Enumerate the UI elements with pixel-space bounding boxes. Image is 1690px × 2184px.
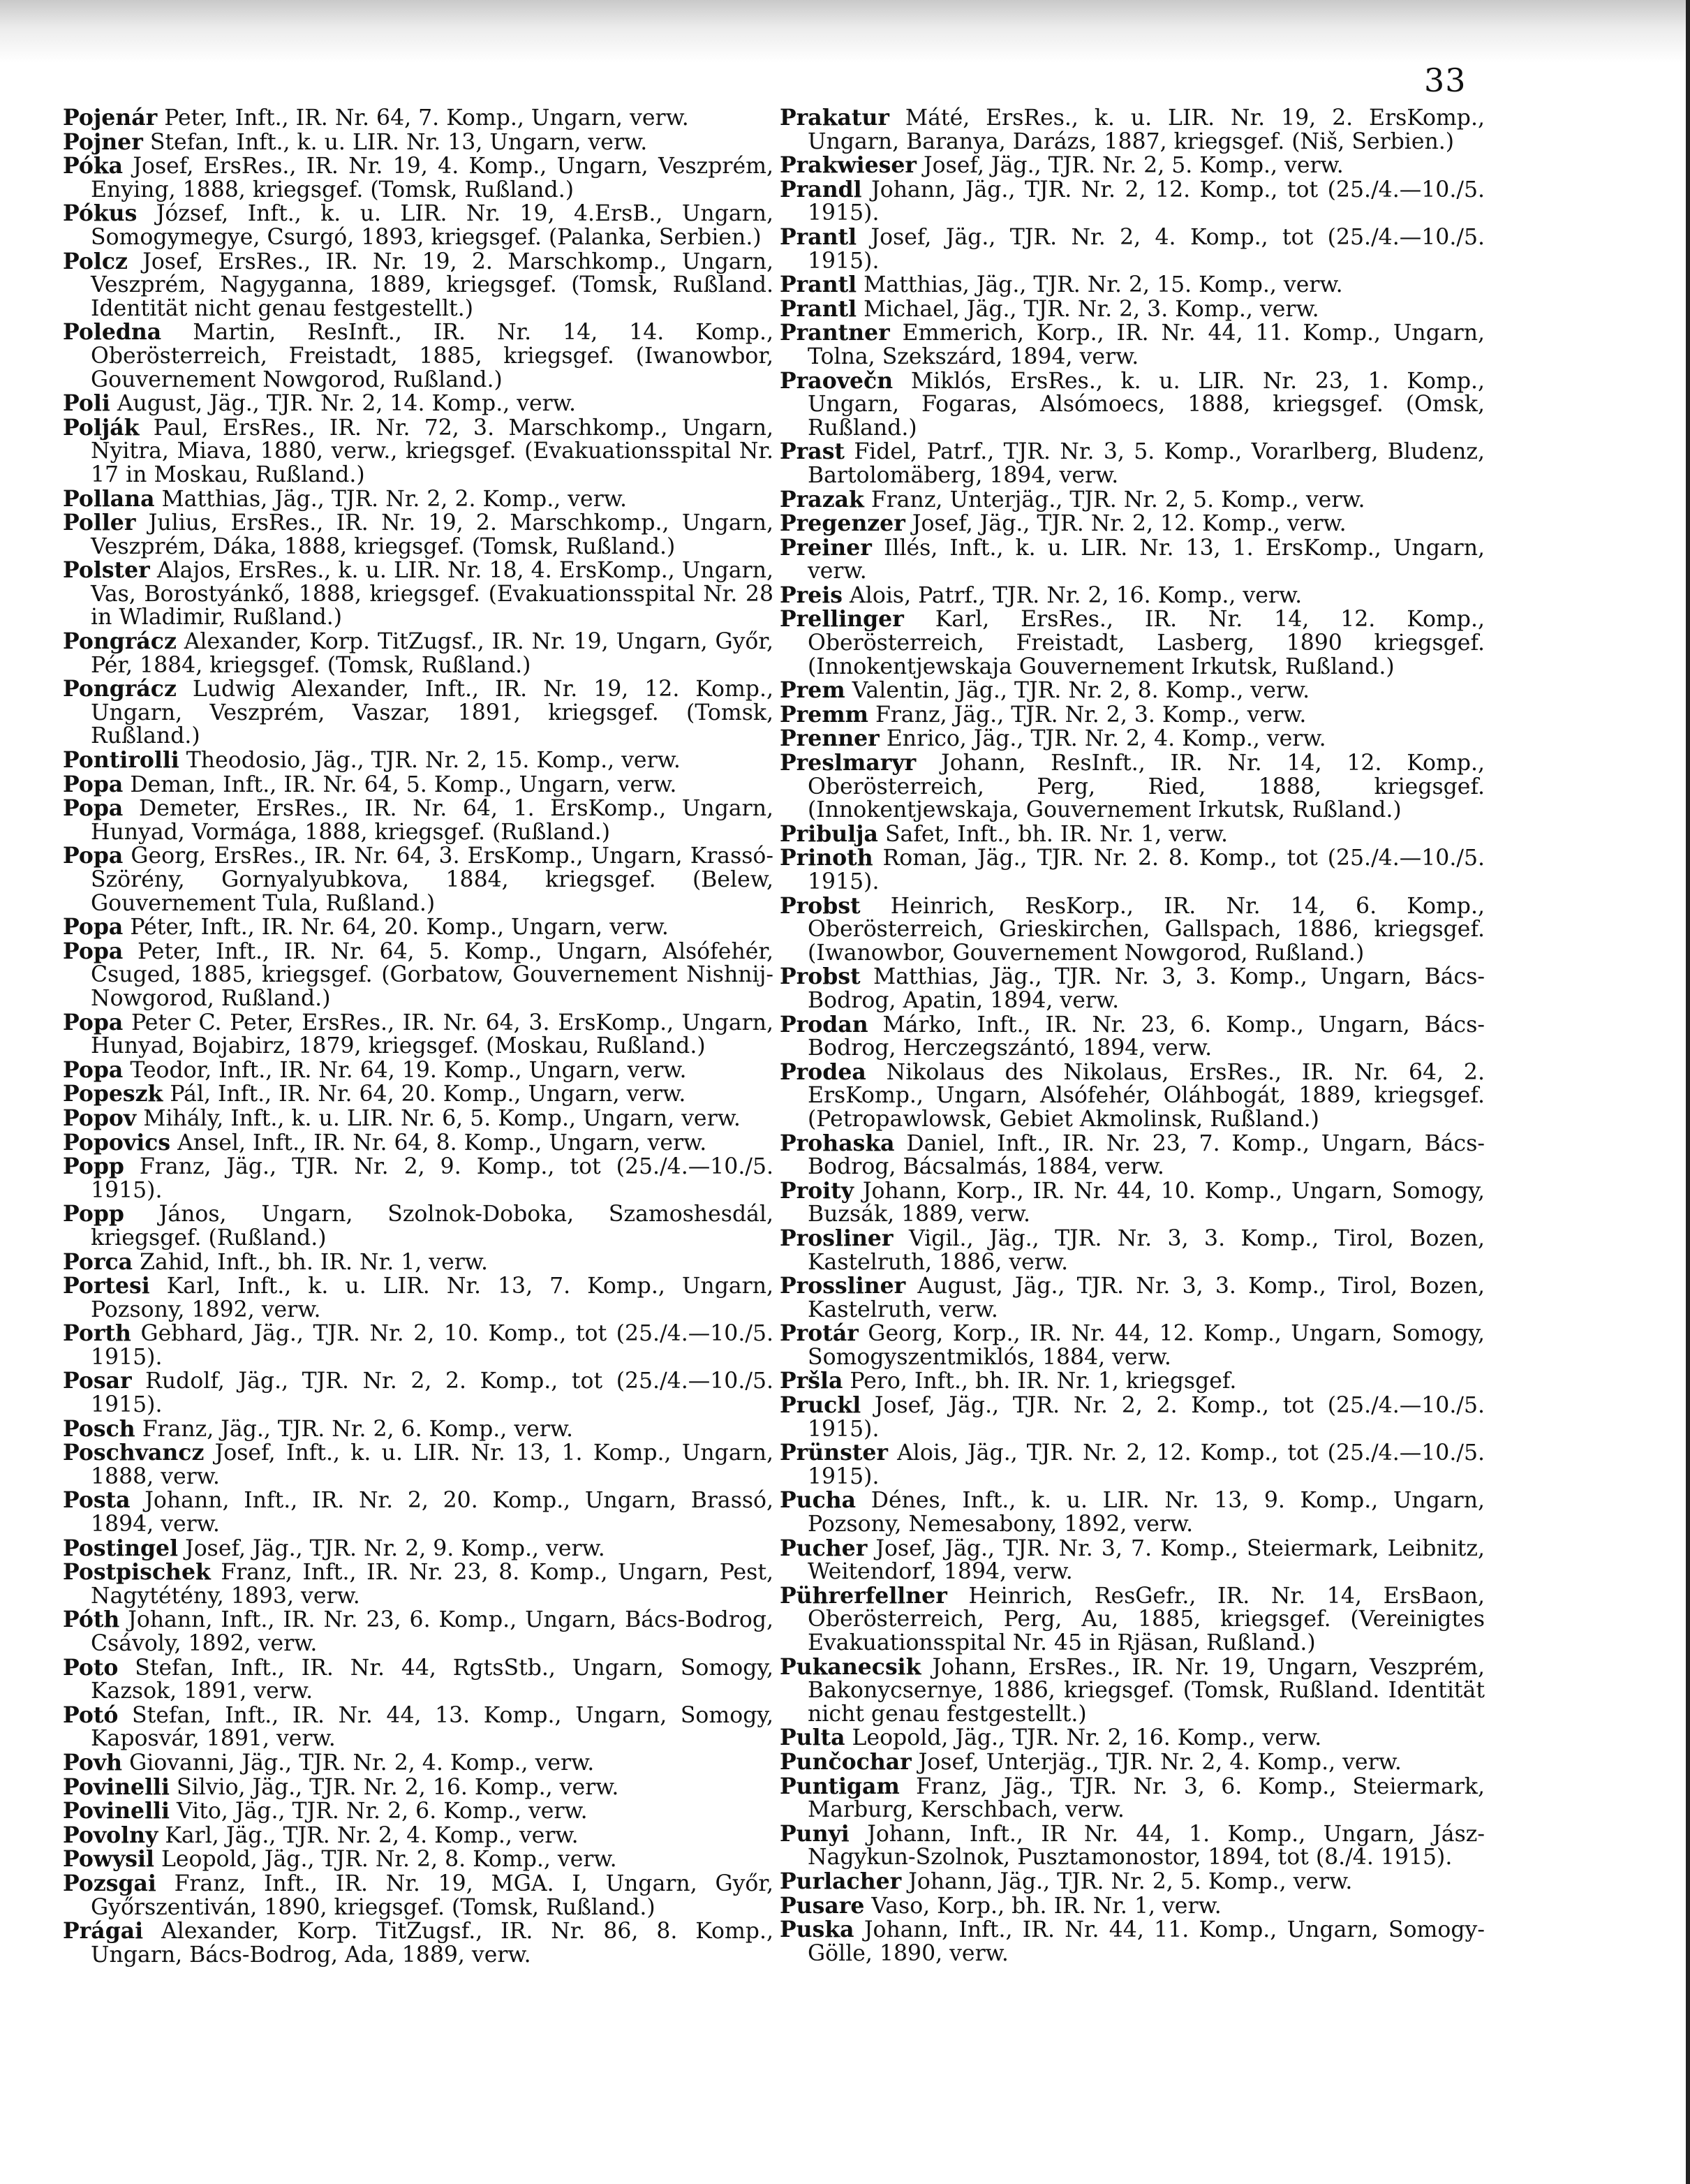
entry-surname: Prohaska: [780, 1130, 895, 1156]
entry-surname: Popovics: [63, 1129, 171, 1156]
entry-details: Peter, Inft., IR. Nr. 64, 5. Komp., Ungarn, Alsófehér, Csuged, 1885, kriegsgef. (Gorbatow, Gouvernement Nishnij-Nowgorod, Rußland.): [91, 938, 773, 1011]
entry-surname: Potó: [63, 1702, 119, 1728]
entry-surname: Postingel: [63, 1535, 179, 1561]
entry-surname: Preslmaryr: [780, 750, 917, 776]
entry-surname: Porth: [63, 1320, 131, 1347]
entry-surname: Porca: [63, 1248, 133, 1275]
scan-right-edge: [1686, 0, 1690, 2184]
entry-surname: Popp: [63, 1153, 124, 1180]
list-entry: [63, 677, 773, 748]
entry-details: Josef, Jäg., TJR. Nr. 2, 5. Komp., verw.: [924, 153, 1344, 179]
list-entry: [63, 320, 773, 392]
entry-details: Karl, Inft., k. u. LIR. Nr. 13, 7. Komp., Ungarn, Pozsony, 1892, verw.: [91, 1274, 774, 1322]
entry-details: Martin, ResInft., IR. Nr. 14, 14. Komp., Oberösterreich, Freistadt, 1885, kriegsgef. (Iwanowbor, Gouvernement Nowgorod, Rußland.): [91, 320, 773, 392]
entry-details: Johann, Korp., IR. Nr. 44, 10. Komp., Ungarn, Somogy, Buzsák, 1889, verw.: [808, 1178, 1485, 1227]
list-entry: [780, 1394, 1485, 1441]
list-entry: [63, 748, 773, 773]
list-entry: [780, 1726, 1485, 1750]
entry-surname: Prakatur: [780, 105, 889, 131]
list-entry: [780, 1441, 1485, 1489]
list-entry: [780, 488, 1485, 512]
entry-surname: Pókus: [63, 200, 138, 227]
entry-surname: Prakwieser: [780, 152, 917, 179]
list-entry: [63, 1107, 773, 1131]
list-entry: [780, 369, 1485, 441]
entry-details: Johann, Inft., IR. Nr. 2, 20. Komp., Ungarn, Brassó, 1894, verw.: [91, 1488, 774, 1537]
entry-surname: Prandl: [780, 176, 862, 202]
list-entry: [780, 1274, 1485, 1322]
entry-surname: Pollana: [63, 485, 155, 512]
entry-surname: Polcz: [63, 248, 128, 274]
list-entry: [780, 1369, 1485, 1394]
list-entry: [63, 1824, 773, 1848]
entry-details: Márko, Inft., IR. Nr. 23, 6. Komp., Ungarn, Bács-Bodrog, Herczegszántó, 1894, verw.: [808, 1012, 1485, 1061]
entry-surname: Powysil: [63, 1846, 154, 1873]
list-entry: [780, 679, 1485, 703]
entry-surname: Povinelli: [63, 1773, 170, 1800]
entry-surname: Prodea: [780, 1058, 866, 1085]
entry-details: Karl, Jäg., TJR. Nr. 2, 4. Komp., verw.: [165, 1822, 579, 1848]
list-entry: [63, 797, 773, 844]
entry-surname: Povolny: [63, 1822, 158, 1848]
entry-surname: Poledna: [63, 319, 162, 346]
entry-details: Stefan, Inft., IR. Nr. 44, 13. Komp., Ungarn, Somogy, Kaposvár, 1891, verw.: [91, 1702, 773, 1752]
list-entry: [63, 915, 773, 940]
list-entry: [63, 1058, 773, 1083]
list-entry: [63, 1919, 773, 1967]
page-number: 33: [1424, 61, 1467, 99]
entry-details: Leopold, Jäg., TJR. Nr. 2, 16. Komp., verw.: [852, 1725, 1322, 1751]
list-entry: [63, 1773, 773, 1800]
entry-details: Josef, Jäg., TJR. Nr. 2, 2. Komp., tot (25./4.—10./5. 1915).: [808, 1393, 1485, 1442]
entry-surname: Purlacher: [780, 1868, 902, 1894]
list-entry: [780, 273, 1485, 297]
entry-surname: Popp: [63, 1201, 124, 1227]
list-entry: [63, 1011, 773, 1058]
entry-details: Michael, Jäg., TJR. Nr. 2, 3. Komp., verw.: [863, 296, 1319, 322]
entry-surname: Póka: [63, 153, 124, 179]
entry-surname: Polják: [63, 414, 140, 441]
list-entry: [63, 154, 773, 202]
entry-details: Nikolaus des Nikolaus, ErsRes., IR. Nr. 64, 2. ErsKomp., Ungarn, Alsófehér, Oláhbogát, 1889, kriegsgef. (Petropawlowsk, Gebiet Akmolinsk, Rußland.): [808, 1059, 1485, 1132]
entry-details: Demeter, ErsRes., IR. Nr. 64, 1. ErsKomp., Ungarn, Hunyad, Vormága, 1888, kriegsgef. (Rußland.): [91, 796, 773, 845]
entry-details: Miklós, ErsRes., k. u. LIR. Nr. 23, 1. Komp., Ungarn, Fogaras, Alsómoecs, 1888, kriegsgef. (Omsk, Rußland.): [808, 368, 1485, 441]
entry-surname: Posar: [63, 1368, 132, 1394]
entry-surname: Pusare: [780, 1892, 865, 1919]
entry-surname: Pongrácz: [63, 676, 177, 702]
entry-details: Josef, ErsRes., IR. Nr. 19, 2. Marschkomp., Ungarn, Veszprém, Nagyganna, 1889, kriegsgef. (Tomsk, Rußland. Identität nicht genau festgestellt.): [91, 249, 773, 321]
entry-surname: Premm: [780, 701, 868, 728]
entry-surname: Pršla: [780, 1368, 843, 1394]
entry-details: Franz, Unterjäg., TJR. Nr. 2, 5. Komp., verw.: [870, 487, 1365, 512]
entry-details: Teodor, Inft., IR. Nr. 64, 19. Komp., Ungarn, verw.: [130, 1057, 687, 1083]
entry-details: Rudolf, Jäg., TJR. Nr. 2, 2. Komp., tot (25./4.—10./5. 1915).: [91, 1368, 774, 1418]
entry-surname: Prenner: [780, 725, 880, 752]
entry-surname: Popa: [63, 1056, 124, 1083]
list-entry: [780, 154, 1485, 178]
entry-surname: Popov: [63, 1105, 137, 1131]
list-entry: [780, 751, 1485, 822]
entry-surname: Prellinger: [780, 606, 904, 633]
list-entry: [63, 1369, 773, 1417]
list-entry: [780, 822, 1485, 847]
entry-details: August, Jäg., TJR. Nr. 2, 14. Komp., verw.: [117, 391, 576, 417]
entry-details: Valentin, Jäg., TJR. Nr. 2, 8. Komp., verw.: [852, 678, 1310, 704]
list-entry: [780, 1132, 1485, 1179]
entry-surname: Pongrácz: [63, 628, 177, 655]
list-entry: [63, 1751, 773, 1776]
entry-surname: Poller: [63, 510, 136, 536]
list-entry: [780, 297, 1485, 322]
entry-details: Johann, Inft., IR. Nr. 44, 11. Komp., Ungarn, Somogy-Gölle, 1890, verw.: [808, 1917, 1485, 1966]
entry-details: Vito, Jäg., TJR. Nr. 2, 6. Komp., verw.: [176, 1799, 588, 1824]
entry-surname: Probst: [780, 964, 861, 990]
entry-details: Franz, Jäg., TJR. Nr. 2, 9. Komp., tot (25./4.—10./5. 1915).: [91, 1154, 774, 1203]
list-entry: [780, 223, 1485, 274]
entry-details: Péter, Inft., IR. Nr. 64, 20. Komp., Ungarn, verw.: [130, 915, 669, 940]
list-entry: [780, 965, 1485, 1012]
entry-surname: Puska: [780, 1917, 854, 1943]
entry-details: Máté, ErsRes., k. u. LIR. Nr. 19, 2. ErsKomp., Ungarn, Baranya, Darázs, 1887, kriegsgef. (Niš, Serbien.): [808, 105, 1485, 154]
entry-details: Georg, ErsRes., IR. Nr. 64, 3. ErsKomp., Ungarn, Krassó-Szörény, Gornyalyubkova, 1884, kriegsgef. (Belew, Gouvernement Tula, Rußland.): [91, 843, 774, 916]
entry-details: Deman, Inft., IR. Nr. 64, 5. Komp., Ungarn, verw.: [130, 772, 677, 797]
entry-surname: Preiner: [780, 534, 872, 561]
list-entry: [63, 1799, 773, 1824]
list-entry: [63, 1155, 773, 1202]
list-entry: [780, 1584, 1485, 1655]
list-entry: [780, 584, 1485, 608]
entry-details: Dénes, Inft., k. u. LIR. Nr. 13, 9. Komp., Ungarn, Pozsony, Nemesabony, 1892, verw.: [808, 1488, 1485, 1537]
entry-surname: Prazak: [780, 486, 864, 512]
entry-surname: Protár: [780, 1320, 859, 1347]
entry-details: Alois, Jäg., TJR. Nr. 2, 12. Komp., tot (25./4.—10./5. 1915).: [808, 1440, 1485, 1489]
entry-surname: Popa: [63, 938, 124, 964]
list-entry: [63, 1441, 773, 1489]
entry-surname: Prast: [780, 438, 845, 465]
list-entry: [63, 202, 773, 249]
entry-surname: Popa: [63, 1009, 124, 1035]
entry-details: Peter, Inft., IR. Nr. 64, 7. Komp., Ungarn, verw.: [164, 105, 689, 131]
entry-surname: Proity: [780, 1177, 854, 1204]
list-entry: [780, 1655, 1485, 1727]
entry-surname: Portesi: [63, 1273, 150, 1299]
entry-details: Josef, Jäg., TJR. Nr. 2, 4. Komp., tot (25./4.—10./5. 1915).: [808, 224, 1485, 274]
list-entry: [780, 894, 1485, 966]
list-entry: [780, 607, 1485, 679]
entry-details: Matthias, Jäg., TJR. Nr. 2, 2. Komp., verw.: [161, 486, 627, 512]
list-entry: [780, 1489, 1485, 1536]
list-entry: [780, 1058, 1485, 1132]
entry-details: Illés, Inft., k. u. LIR. Nr. 13, 1. ErsKomp., Ungarn, verw.: [808, 535, 1485, 584]
list-entry: [63, 1202, 773, 1250]
entry-surname: Punyi: [780, 1820, 850, 1847]
entry-details: Franz, Jäg., TJR. Nr. 3, 6. Komp., Steiermark, Marburg, Kerschbach, verw.: [808, 1773, 1485, 1823]
entry-details: Karl, ErsRes., IR. Nr. 14, 12. Komp., Oberösterreich, Freistadt, Lasberg, 1890 kriegsgef. (Innokentjewskaja Gouvernement Irkutsk, Rußland.): [808, 607, 1485, 679]
entry-details: Ludwig Alexander, Inft., IR. Nr. 19, 12. Komp., Ungarn, Veszprém, Vaszar, 1891, kriegsgef. (Tomsk, Rußland.): [91, 677, 774, 749]
entry-surname: Prantl: [780, 295, 857, 322]
list-entry: [780, 536, 1485, 584]
list-entry: [780, 1822, 1485, 1870]
entry-details: Johann, ResInft., IR. Nr. 14, 12. Komp., Oberösterreich, Perg, Ried, 1888, kriegsgef. (Innokentjewskaja, Gouvernement Irkutsk, Rußland.): [808, 751, 1485, 823]
entry-surname: Prünster: [780, 1440, 889, 1466]
entry-surname: Poschvancz: [63, 1440, 205, 1466]
entry-surname: Pozsgai: [63, 1870, 156, 1896]
list-entry: [780, 1894, 1485, 1919]
entry-details: Alexander, Korp. TitZugsf., IR. Nr. 19, Ungarn, Győr, Pér, 1884, kriegsgef. (Tomsk, Rußland.): [91, 629, 773, 678]
list-entry: [63, 1131, 773, 1156]
entry-details: Josef, ErsRes., IR. Nr. 19, 4. Komp., Ungarn, Veszprém, Enying, 1888, kriegsgef. (Tomsk, Rußland.): [91, 154, 774, 202]
entry-surname: Punčochar: [780, 1748, 912, 1775]
entry-surname: Pukanecsik: [780, 1653, 921, 1680]
entry-surname: Pührerfellner: [780, 1582, 947, 1609]
entry-details: Stefan, Inft., k. u. LIR. Nr. 13, Ungarn, verw.: [149, 129, 648, 155]
entry-details: Johann, Jäg., TJR. Nr. 2, 12. Komp., tot (25./4.—10./5. 1915).: [808, 177, 1485, 226]
entry-surname: Prantl: [780, 272, 857, 298]
right-column: [780, 106, 1485, 1965]
entry-surname: Popa: [63, 843, 124, 869]
list-entry: [780, 1775, 1485, 1822]
entry-details: Johann, Inft., IR Nr. 44, 1. Komp., Ungarn, Jász-Nagykun-Szolnok, Pusztamonostor, 1894, tot (8./4. 1915).: [808, 1821, 1485, 1871]
entry-details: Josef, Jäg., TJR. Nr. 2, 12. Komp., verw.: [912, 511, 1347, 537]
entry-surname: Praovečn: [780, 367, 894, 394]
list-entry: [63, 844, 773, 915]
entry-details: Alexander, Korp. TitZugsf., IR. Nr. 86, 8. Komp., Ungarn, Bács-Bodrog, Ada, 1889, verw.: [91, 1919, 773, 1968]
entry-surname: Popa: [63, 771, 124, 797]
list-entry: [63, 559, 773, 630]
entry-surname: Prantner: [780, 320, 890, 346]
entry-details: Silvio, Jäg., TJR. Nr. 2, 16. Komp., verw.: [176, 1774, 619, 1800]
entry-surname: Postpischek: [63, 1559, 211, 1586]
entry-details: Daniel, Inft., IR. Nr. 23, 7. Komp., Ungarn, Bács-Bodrog, Bácsalmás, 1884, verw.: [808, 1130, 1485, 1180]
list-entry: [780, 178, 1485, 226]
entry-details: Emmerich, Korp., IR. Nr. 44, 11. Komp., Ungarn, Tolna, Szekszárd, 1894, verw.: [808, 320, 1485, 369]
list-entry: [780, 1179, 1485, 1227]
list-entry: [63, 106, 773, 131]
scan-top-shading: [0, 0, 1690, 63]
entry-surname: Popeszk: [63, 1081, 163, 1107]
list-entry: [63, 511, 773, 559]
list-entry: [63, 1537, 773, 1561]
entry-surname: Preis: [780, 582, 843, 608]
entry-details: Gebhard, Jäg., TJR. Nr. 2, 10. Komp., tot (25./4.—10./5. 1915).: [91, 1321, 773, 1370]
entry-details: Alajos, ErsRes., k. u. LIR. Nr. 18, 4. ErsKomp., Ungarn, Vas, Borostyánkő, 1888, kriegsgef. (Evakuationsspital Nr. 28 in Wladimir, Rußland.): [91, 558, 773, 630]
list-entry: [63, 1322, 773, 1369]
entry-details: Enrico, Jäg., TJR. Nr. 2, 4. Komp., verw.: [886, 726, 1326, 752]
list-entry: [63, 1250, 773, 1275]
entry-surname: Popa: [63, 914, 124, 940]
list-entry: [63, 1489, 773, 1536]
list-entry: [780, 440, 1485, 487]
entry-details: Heinrich, ResGefr., IR. Nr. 14, ErsBaon, Oberösterreich, Perg, Au, 1885, kriegsgef. (Vereinigtes Evakuationsspital Nr. 45 in Rjäsan, Rußland.): [808, 1583, 1485, 1655]
entry-surname: Pojenár: [63, 105, 158, 131]
list-entry: [63, 1082, 773, 1107]
entry-details: Georg, Korp., IR. Nr. 44, 12. Komp., Ungarn, Somogy, Somogyszentmiklós, 1884, verw.: [808, 1321, 1485, 1370]
entry-surname: Pregenzer: [780, 510, 905, 537]
entry-surname: Prem: [780, 677, 845, 704]
entry-details: Franz, Jäg., TJR. Nr. 2, 6. Komp., verw.: [142, 1416, 574, 1442]
entry-details: Safet, Inft., bh. IR. Nr. 1, verw.: [884, 821, 1229, 847]
list-entry: [63, 416, 773, 487]
list-entry: [63, 1872, 773, 1919]
list-entry: [780, 1750, 1485, 1775]
entry-details: Julius, ErsRes., IR. Nr. 19, 2. Marschkomp., Ungarn, Veszprém, Dáka, 1888, kriegsgef. (Tomsk, Rußland.): [91, 510, 773, 559]
entry-surname: Popa: [63, 795, 124, 822]
entry-details: Peter C. Peter, ErsRes., IR. Nr. 64, 3. ErsKomp., Ungarn, Hunyad, Bojabirz, 1879, kriegsgef. (Moskau, Rußland.): [91, 1010, 773, 1059]
list-entry: [63, 128, 773, 155]
entry-details: János, Ungarn, Szolnok-Doboka, Szamoshesdál, kriegsgef. (Rußland.): [91, 1202, 774, 1250]
entry-details: Ansel, Inft., IR. Nr. 64, 8. Komp., Ungarn, verw.: [177, 1130, 707, 1156]
entry-details: Stefan, Inft., IR. Nr. 44, RgtsStb., Ungarn, Somogy, Kazsok, 1891, verw.: [91, 1655, 773, 1704]
list-entry: [63, 1417, 773, 1442]
entry-details: Josef, Jäg., TJR. Nr. 2, 9. Komp., verw.: [185, 1535, 605, 1561]
entry-surname: Posta: [63, 1487, 131, 1514]
entry-details: Franz, Inft., IR. Nr. 19, MGA. I, Ungarn, Győr, Győrszentiván, 1890, kriegsgef. (Tomsk, Rußland.): [91, 1871, 773, 1920]
entry-surname: Pruckl: [780, 1392, 861, 1419]
entry-details: Leopold, Jäg., TJR. Nr. 2, 8. Komp., verw.: [161, 1847, 617, 1873]
entry-details: Pero, Inft., bh. IR. Nr. 1, kriegsgef.: [850, 1368, 1237, 1394]
list-entry: [63, 1704, 773, 1751]
entry-details: Johann, Inft., IR. Nr. 23, 6. Komp., Ungarn, Bács-Bodrog, Csávoly, 1892, verw.: [91, 1607, 774, 1656]
entry-details: Zahid, Inft., bh. IR. Nr. 1, verw.: [140, 1249, 489, 1275]
entry-details: Fidel, Patrf., TJR. Nr. 3, 5. Komp., Vorarlberg, Bludenz, Bartolomäberg, 1894, verw.: [808, 439, 1485, 488]
entry-surname: Povh: [63, 1749, 123, 1776]
entry-surname: Polster: [63, 557, 150, 584]
list-entry: [780, 846, 1485, 894]
entry-surname: Prodan: [780, 1011, 868, 1038]
list-entry: [63, 1847, 773, 1872]
entry-details: Johann, Jäg., TJR. Nr. 2, 5. Komp., verw.: [908, 1868, 1353, 1894]
entry-surname: Pucher: [780, 1535, 868, 1561]
list-entry: [63, 250, 773, 321]
list-entry: [780, 703, 1485, 728]
entry-details: Johann, ErsRes., IR. Nr. 19, Ungarn, Veszprém, Bakonycsernye, 1886, kriegsgef. (Tomsk, Rußland. Identität nicht genau festgestellt.): [808, 1654, 1485, 1727]
entry-details: Matthias, Jäg., TJR. Nr. 3, 3. Komp., Ungarn, Bács-Bodrog, Apatin, 1894, verw.: [808, 964, 1485, 1013]
entry-surname: Pribulja: [780, 820, 878, 847]
entry-details: Josef, Jäg., TJR. Nr. 3, 7. Komp., Steiermark, Leibnitz, Weitendorf, 1894, verw.: [808, 1535, 1485, 1585]
list-entry: [780, 1537, 1485, 1584]
entry-surname: Póth: [63, 1607, 120, 1633]
entry-surname: Probst: [780, 892, 861, 919]
list-entry: [780, 1013, 1485, 1061]
entry-details: Alois, Patrf., TJR. Nr. 2, 16. Komp., verw.: [850, 582, 1303, 608]
entry-surname: Pulta: [780, 1725, 845, 1751]
entry-details: Mihály, Inft., k. u. LIR. Nr. 6, 5. Komp., Ungarn, verw.: [143, 1105, 741, 1131]
list-entry: [780, 1322, 1485, 1369]
entry-details: Matthias, Jäg., TJR. Nr. 2, 15. Komp., verw.: [863, 272, 1343, 298]
entry-details: August, Jäg., TJR. Nr. 3, 3. Komp., Tirol, Bozen, Kastelruth, verw.: [808, 1274, 1485, 1322]
list-entry: [63, 940, 773, 1011]
list-entry: [780, 727, 1485, 751]
entry-details: Heinrich, ResKorp., IR. Nr. 14, 6. Komp., Oberösterreich, Grieskirchen, Gallspach, 1886, kriegsgef. (Iwanowbor, Gouvernement Nowgorod, Rußland.): [808, 893, 1485, 966]
entry-surname: Puntigam: [780, 1773, 900, 1799]
list-entry: [63, 487, 773, 512]
entry-surname: Poli: [63, 390, 110, 417]
entry-details: József, Inft., k. u. LIR. Nr. 19, 4.ErsB., Ungarn, Somogymegye, Csurgó, 1893, kriegsgef. (Palanka, Serbien.): [91, 201, 773, 250]
entry-surname: Prosliner: [780, 1225, 894, 1251]
entry-surname: Prinoth: [780, 845, 873, 871]
entry-details: Paul, ErsRes., IR. Nr. 72, 3. Marschkomp., Ungarn, Nyitra, Miava, 1880, verw., kriegsgef. (Evakuationsspital Nr. 17 in Moskau, Rußland.): [91, 415, 773, 487]
list-entry: [780, 1870, 1485, 1894]
entry-details: Franz, Jäg., TJR. Nr. 2, 3. Komp., verw.: [875, 702, 1307, 728]
list-entry: [63, 1608, 773, 1655]
entry-details: Pál, Inft., IR. Nr. 64, 20. Komp., Ungarn, verw.: [170, 1082, 686, 1107]
entry-surname: Poto: [63, 1654, 119, 1681]
entry-surname: Prantl: [780, 223, 857, 250]
entry-surname: Pucha: [780, 1487, 857, 1514]
list-entry: [63, 1560, 773, 1608]
entry-surname: Povinelli: [63, 1798, 170, 1824]
list-entry: [780, 321, 1485, 369]
entry-details: Roman, Jäg., TJR. Nr. 2. 8. Komp., tot (25./4.—10./5. 1915).: [808, 846, 1485, 894]
list-entry: [780, 1918, 1485, 1965]
list-entry: [780, 1227, 1485, 1274]
entry-details: Josef, Unterjäg., TJR. Nr. 2, 4. Komp., verw.: [918, 1749, 1402, 1775]
entry-surname: Prágai: [63, 1918, 144, 1945]
list-entry: [63, 1656, 773, 1704]
list-entry: [63, 1274, 773, 1322]
entry-details: Theodosio, Jäg., TJR. Nr. 2, 15. Komp., verw.: [186, 748, 681, 774]
list-entry: [780, 512, 1485, 536]
list-entry: [63, 630, 773, 677]
entry-details: Vigil., Jäg., TJR. Nr. 3, 3. Komp., Tirol, Bozen, Kastelruth, 1886, verw.: [808, 1225, 1485, 1275]
entry-details: Franz, Inft., IR. Nr. 23, 8. Komp., Ungarn, Pest, Nagytétény, 1893, verw.: [91, 1560, 773, 1609]
entry-surname: Posch: [63, 1415, 135, 1442]
entry-details: Giovanni, Jäg., TJR. Nr. 2, 4. Komp., verw.: [129, 1750, 595, 1776]
entry-surname: Pojner: [63, 128, 143, 155]
list-entry: [780, 106, 1485, 154]
entry-surname: Pontirolli: [63, 747, 179, 774]
entry-surname: Prossliner: [780, 1273, 906, 1299]
entry-details: Josef, Inft., k. u. LIR. Nr. 13, 1. Komp., Ungarn, 1888, verw.: [91, 1440, 773, 1489]
list-entry: [63, 773, 773, 797]
list-entry: [63, 392, 773, 416]
entry-details: Vaso, Korp., bh. IR. Nr. 1, verw.: [871, 1893, 1222, 1919]
left-column: [63, 106, 773, 1967]
